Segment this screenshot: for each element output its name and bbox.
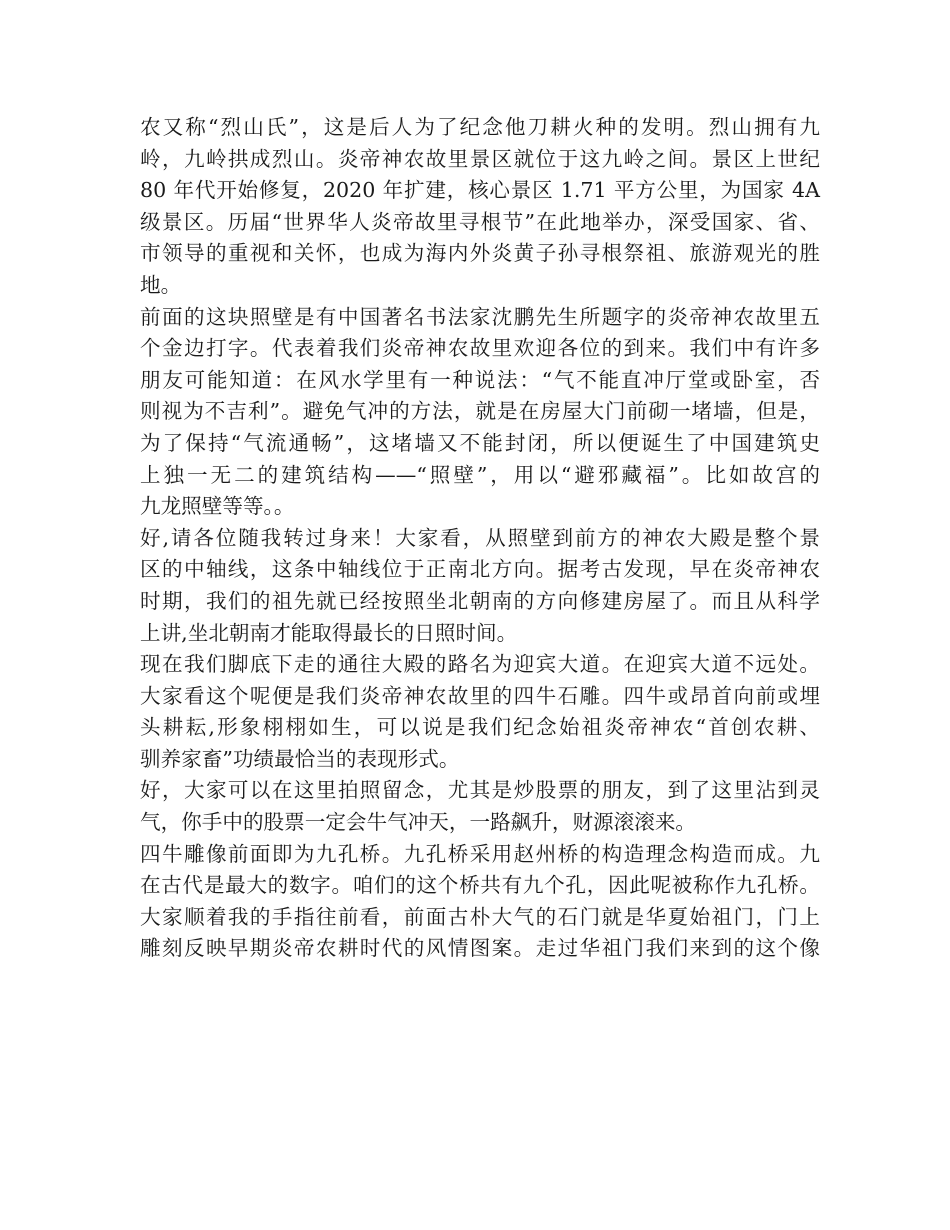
text-line-7: 前面的这块照壁是有中国著名书法家沈鹏先生所题字的炎帝神农故里五: [140, 304, 820, 329]
text-line-27: 雕刻反映早期炎帝农耕时代的风情图案。走过华祖门我们来到的这个像: [140, 936, 820, 961]
text-line-18: 现在我们脚底下走的通往大殿的路名为迎宾大道。在迎宾大道不远处。: [140, 652, 820, 677]
text-line-8: 个金边打字。代表着我们炎帝神农故里欢迎各位的到来。我们中有许多: [140, 336, 820, 361]
text-line-11: 为了保持“气流通畅”，这堵墙又不能封闭，所以便诞生了中国建筑史: [140, 430, 820, 455]
text-line-26: 大家顺着我的手指往前看，前面古朴大气的石门就是华夏始祖门，门上: [140, 904, 820, 929]
text-line-14: 好,请各位随我转过身来！大家看，从照壁到前方的神农大殿是整个景: [140, 525, 820, 550]
text-line-4: 级景区。历届“世界华人炎帝故里寻根节”在此地举办，深受国家、省、: [140, 209, 820, 234]
text-line-21: 驯养家畜”功绩最恰当的表现形式。: [140, 746, 460, 771]
text-line-6: 地。: [140, 272, 182, 297]
text-line-1: 农又称“烈山氏”，这是后人为了纪念他刀耕火种的发明。烈山拥有九: [140, 115, 820, 139]
body-text: [140, 112, 820, 965]
text-line-12: 上独一无二的建筑结构——“照壁”，用以“避邪藏福”。比如故宫的: [140, 462, 820, 487]
text-line-17: 上讲,坐北朝南才能取得最长的日照时间。: [140, 620, 518, 645]
text-line-23: 气，你手中的股票一定会牛气冲天，一路飙升，财源滚滚来。: [140, 810, 697, 835]
text-line-9: 朋友可能知道：在风水学里有一种说法：“气不能直冲厅堂或卧室，否: [140, 367, 820, 392]
text-line-5: 市领导的重视和关怀，也成为海内外炎黄子孙寻根祭祖、旅游观光的胜: [140, 241, 820, 266]
text-line-3: 80 年代开始修复，2020 年扩建，核心景区 1.71 平方公里，为国家 4A: [140, 178, 820, 203]
text-line-16: 时期，我们的祖先就已经按照坐北朝南的方向修建房屋了。而且从科学: [140, 588, 820, 613]
text-line-10: 则视为不吉利”。避免气冲的方法，就是在房屋大门前砌一堵墙，但是，: [140, 399, 820, 424]
text-line-25: 在古代是最大的数字。咱们的这个桥共有九个孔，因此呢被称作九孔桥。: [140, 873, 820, 898]
text-line-22: 好，大家可以在这里拍照留念，尤其是炒股票的朋友，到了这里沾到灵: [140, 778, 820, 803]
text-line-13: 九龙照壁等等。。: [140, 494, 295, 519]
text-line-20: 头耕耘,形象栩栩如生，可以说是我们纪念始祖炎帝神农“首创农耕、: [140, 715, 820, 740]
text-line-24: 四牛雕像前面即为九孔桥。九孔桥采用赵州桥的构造理念构造而成。九: [140, 841, 820, 866]
text-line-15: 区的中轴线，这条中轴线位于正南北方向。据考古发现，早在炎帝神农: [140, 557, 820, 582]
text-line-19: 大家看这个呢便是我们炎帝神农故里的四牛石雕。四牛或昂首向前或埋: [140, 683, 820, 708]
text-line-2: 岭，九岭拱成烈山。炎帝神农故里景区就位于这九岭之间。景区上世纪: [140, 146, 820, 171]
